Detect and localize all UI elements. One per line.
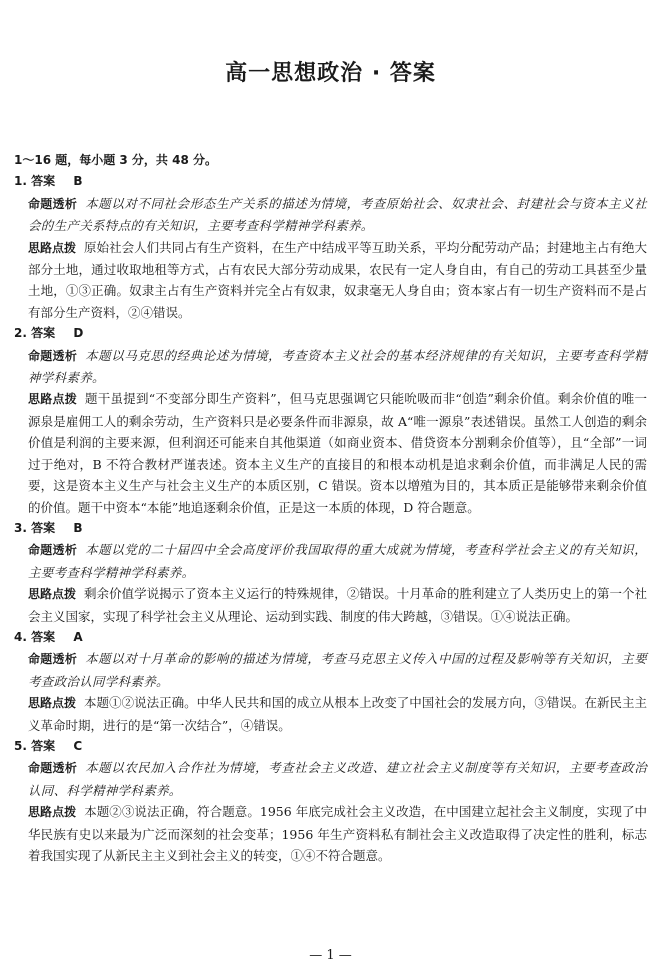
answer-content <box>14 150 647 866</box>
hint-text: 本题①②说法正确。中华人民共和国的成立从根本上改变了中国社会的发展方向，③错误。在新民主主义革命时期，进行的是“第一次结合”，④错误。 <box>28 695 647 733</box>
hint-block <box>14 583 647 627</box>
answer-label: 答案 <box>31 629 56 644</box>
hint-label: 思路点拨 <box>28 587 77 602</box>
section-intro: 1～16 题，每小题 3 分，共 48 分。 <box>14 153 217 167</box>
page-number: — 1 — <box>309 948 352 963</box>
question-number: 2. <box>14 326 27 341</box>
analysis-block <box>14 648 647 692</box>
analysis-label: 命题透析 <box>28 348 78 363</box>
question-header <box>14 518 647 539</box>
analysis-text: 本题以对不同社会形态生产关系的描述为情境，考查原始社会、奴隶社会、封建社会与资本主义社会的生产关系特点的有关知识，主要考查科学精神学科素养。 <box>28 195 647 234</box>
answer-value: D <box>73 326 84 341</box>
answer-value: B <box>73 174 83 189</box>
question-header <box>14 171 647 192</box>
hint-label: 思路点拨 <box>28 240 77 255</box>
hint-label: 思路点拨 <box>28 392 78 407</box>
answer-label: 答案 <box>31 520 56 535</box>
question-5 <box>14 736 647 866</box>
analysis-block <box>14 757 647 801</box>
question-number: 4. <box>14 629 27 644</box>
question-number: 1. <box>14 174 27 189</box>
analysis-block <box>14 193 647 237</box>
answer-label: 答案 <box>31 174 56 189</box>
question-4 <box>14 627 647 736</box>
question-3 <box>14 518 647 627</box>
analysis-block <box>14 345 647 389</box>
analysis-block <box>14 539 647 583</box>
answer-value: A <box>73 629 83 644</box>
analysis-label: 命题透析 <box>28 652 78 667</box>
analysis-label: 命题透析 <box>28 196 78 211</box>
question-header <box>14 627 647 648</box>
analysis-text: 本题以党的二十届四中全会高度评价我国取得的重大成就为情境，考查科学社会主义的有关知识，主要考查科学精神学科素养。 <box>28 542 647 580</box>
hint-text: 剩余价值学说揭示了资本主义运行的特殊规律，②错误。十月革命的胜利建立了人类历史上的第一个社会主义国家，实现了科学社会主义从理论、运动到实践、制度的伟大跨越，③错误。①④说法正确。 <box>28 586 647 624</box>
hint-label: 思路点拨 <box>28 805 77 820</box>
hint-text: 原始社会人们共同占有生产资料，在生产中结成平等互助关系，平均分配劳动产品；封建地主占有绝大部分土地，通过收取地租等方式，占有农民大部分劳动成果，农民有一定人身自由，有自己的劳动工具甚至少量土地，①③正确。奴隶主占有生产资料并完全占有奴隶，奴隶毫无人身自由；资本家占有一切生产资料而不是占有部分生产资料，②④错误。 <box>28 239 647 320</box>
analysis-text: 本题以农民加入合作社为情境，考查社会主义改造、建立社会主义制度等有关知识，主要考查政治认同、科学精神学科素养。 <box>28 760 647 798</box>
question-header <box>14 323 647 344</box>
page-title: 高一思想政治 · 答案 <box>225 61 436 86</box>
question-2 <box>14 323 647 518</box>
question-number: 5. <box>14 738 27 753</box>
analysis-text: 本题以对十月革命的影响的描述为情境，考查马克思主义传入中国的过程及影响等有关知识，主要考查政治认同学科素养。 <box>28 651 647 689</box>
hint-block <box>14 237 647 324</box>
hint-block <box>14 692 647 736</box>
hint-label: 思路点拨 <box>28 696 77 711</box>
answer-value: C <box>73 738 83 753</box>
hint-text: 题干虽提到“不变部分即生产资料”，但马克思强调它只能吮吸而非“创造”剩余价值。剩余价值的唯一源泉是雇佣工人的剩余劳动，生产资料只是必要条件而非源泉，故 A“唯一源泉”表述错误。虽然工人创造的剩余价值是利润的主要来源，但利润还可能来自其他渠道（如商业资本、借贷资本分割剩余价值等），且“全部”一词过于绝对，B 不符合教材严谨表述。资本主义生产的直接目的和根本动机是追求剩余价值，而非满足人民的需要，这是资本主义生产与社会主义生产的本质区别，C 错误。资本以增殖为目的，其本质正是能够带来剩余价值的价值。题干中资本“本能”地追逐剩余价值，正是这一本质的体现，D 符合题意。 <box>28 391 647 515</box>
answer-label: 答案 <box>31 738 56 753</box>
question-number: 3. <box>14 520 27 535</box>
question-1 <box>14 171 647 323</box>
hint-block <box>14 388 647 517</box>
analysis-label: 命题透析 <box>28 543 78 558</box>
answer-value: B <box>73 520 83 535</box>
answer-label: 答案 <box>31 326 56 341</box>
question-header <box>14 736 647 757</box>
hint-block <box>14 801 647 866</box>
hint-text: 本题②③说法正确，符合题意。1956 年底完成社会主义改造，在中国建立起社会主义制度，实现了中华民族有史以来最为广泛而深刻的社会变革；1956 年生产资料私有制社会主义改造取得了决定性的胜利，标志着我国实现了从新民主主义到社会主义的转变，①④不符合题意。 <box>28 804 647 863</box>
analysis-text: 本题以马克思的经典论述为情境，考查资本主义社会的基本经济规律的有关知识，主要考查科学精神学科素养。 <box>28 347 647 386</box>
analysis-label: 命题透析 <box>28 761 78 776</box>
